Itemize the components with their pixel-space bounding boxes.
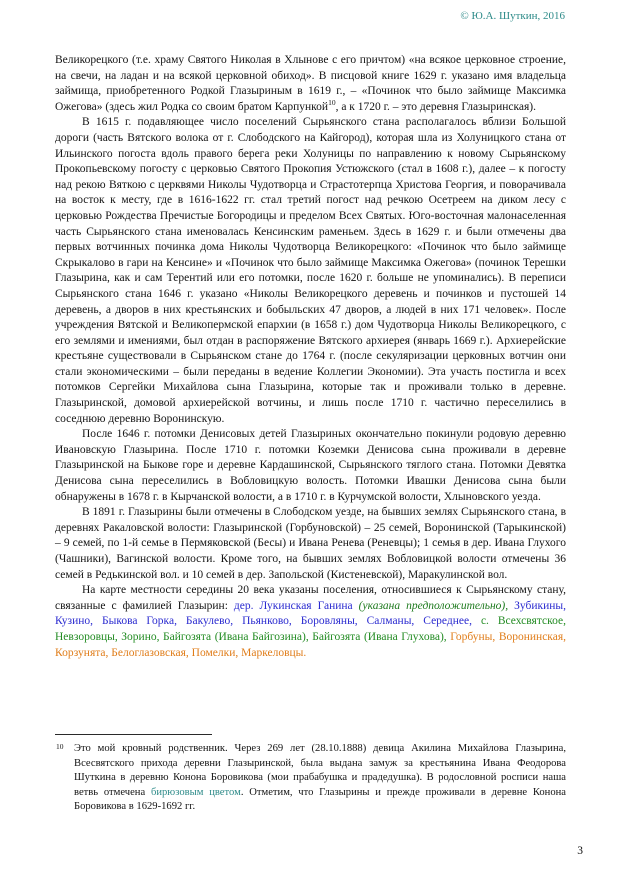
footnote-section bbox=[55, 734, 566, 815]
paragraph-text: Великорецкого (т.е. храму Святого Николая в Хлынове с его причтом) «на всякое церковное строение, на свечи, на ладан и на всякой церковной обиход». В писцовой книге 1629 г. указано имя владельца займища, приобретенного Родкой Глазыриным в 1619 г., – «Починок что было займище Максимка Ожегова» (здесь жил Родка со своим братом Карпункой bbox=[55, 54, 566, 113]
paragraph-descendants: После 1646 г. потомки Денисовых детей Глазыриных окончательно покинули родовую деревню Ивановскую Глазырина. После 1710 г. потомки Коземки Денисова сына проживали в деревне Глазыринской на Быкове горе и деревне Кардашинской, Сырьянского тяглого стана. Потомки Девятка Денисова сына переселились в Вобловицкую волость. Потомки Ивашки Денисова сына были обнаружены в 1678 г. в Кырчанской волости, а в 1710 г. в Курчумской волости, Хлыновского уезда. bbox=[55, 428, 566, 503]
map-settlement-note-italic: (указана предположительно), bbox=[358, 599, 509, 612]
paragraph-map-settlements bbox=[55, 583, 566, 661]
copyright-notice: © Ю.А. Шуткин, 2016 bbox=[460, 10, 565, 22]
body-text bbox=[55, 53, 566, 661]
footnote-reference[interactable]: 10 bbox=[328, 97, 336, 107]
map-settlements-green-list: с. Всехсвятское, Невзоровцы, Зорино, Байгозята (Ивана Байгозина), Байгозята (Ивана Глухова), bbox=[55, 615, 566, 643]
map-paragraph-intro: На карте местности середины 20 века указаны поселения, относившиеся к Сырьянскому стану, связанные с фамилией Глазырин: bbox=[55, 584, 566, 612]
paragraph-history-1615: В 1615 г. подавляющее число поселений Сырьянского стана располагалось вблизи Большой дороги (часть Вятского волока от г. Слободского на Кайгород), которая шла из Холуницкого стана от Ильинского погоста вдоль правого берега реки Холуницы по направлению к новому Сырьянскому Прокопьевскому погосту с церковью Святого Прокопия Устюжского (стал в 1608 г.), далее – к погосту над рекою Вяткою с церквями Николы Чудотворца и Страстотерпца Христова Георгия, и поворачивала на восток к месту, где в 1616-1622 гг. стал третий погост над речкою Осетреем на диком лесу с церковью Рождества Пречистые Богородицы и пределом Всех Святых. Юго-восточная малонаселенная часть Сырьянского стана именовалась Кенсинским раменьем. Здесь в 1629 г. и были отмечены два первых вотчинных починка дома Николы Чудотворца Великорецкого: «Починок что было займище Скрыкалово в гари на Кенсине» и «Починок что было займище Максимка Ожегова» (починок Терешки Глазырина, как и сам Терентий или его потомки, после 1620 г. больше не упоминались). В переписи Сырьянского стана 1646 г. указано «Николы Великорецкого деревень и починков и пустошей 14 деревень, а дворов в них крестьянских и бобыльских 47 дворов, а людей в них 171 человек». После учреждения Вятской и Великопермской епархии (в 1658 г.) дом Чудотворца Николы Великорецкого, с его землями и имениями, был отдан в распоряжение Вятского архиерея (январь 1669 г.). Архиерейские крестьяне существовали в Сырьянском стане до 1764 г. (после секуляризации церковных вотчин они стали экономическими – были переданы в ведение Коллегии Экономии). Эта участь постигла и всех потомков Сергейки Михайлова сына Глазырина, которые так и проживали только в деревне. Глазыринской, домовой архиерейской вотчины, и лишь после 1710 г. частично переселились в соседнюю деревню Воронинскую. bbox=[55, 116, 566, 425]
footnote-marker: 10 bbox=[56, 742, 64, 751]
paragraph-intro-continued bbox=[55, 53, 566, 115]
paragraph-text: , а к 1720 г. – это деревня Глазыринская). bbox=[335, 100, 536, 113]
footnote-text: Это мой кровный родственник. Через 269 лет (28.10.1888) девица Акилина Михайлова Глазырина, Всесвятского прихода деревни Глазыринской, была выдана замуж за крестьянина Ивана Феодорова Шуткина в деревню Конона Боровикова (мои прабабушка и прадедушка). В родословной росписи наша ветвь отмечена bbox=[74, 743, 566, 798]
footnote-teal-phrase: бирюзовым цветом bbox=[150, 786, 241, 798]
footnote-body bbox=[55, 742, 566, 815]
paragraph-census-1891: В 1891 г. Глазырины были отмечены в Слободском уезде, на бывших землях Сырьянского стана, в деревнях Ракаловской волости: Глазыринской (Горбуновской) – 25 семей, Воронинской (Тарыкинской) – 9 семей, по 1-й семье в Пермяковской (Бесы) и Ивана Ренева (Реневцы); 1 семья в дер. Ивана Глухого (Чашники), Вагинской волости. Кроме того, на бывших землях Вобловицкой волости отмечены 36 семей в Редькинской вол. и 10 семей в дер. Запольской (Кистеневской), Маракулинской вол. bbox=[55, 506, 566, 581]
page-number: 3 bbox=[577, 845, 583, 857]
map-settlements-blue-list: Зубикины, Кузино, Быкова Горка, Бакулево, Пьянково, Боровляны, Салманы, Середнее, bbox=[55, 599, 566, 628]
map-settlements-orange-list: Горбуны, Воронинская, Корзунята, Белоглазовская, Помелки, Маркеловцы. bbox=[55, 630, 566, 659]
footnote-text-after: . Отметим, что Глазырины и прежде проживали в деревне Конона Боровикова в 1629-1692 гг. bbox=[74, 786, 567, 813]
map-settlement-blue-first: дер. Лукинская Ганина bbox=[233, 599, 359, 612]
footnote-separator-line bbox=[55, 734, 212, 735]
